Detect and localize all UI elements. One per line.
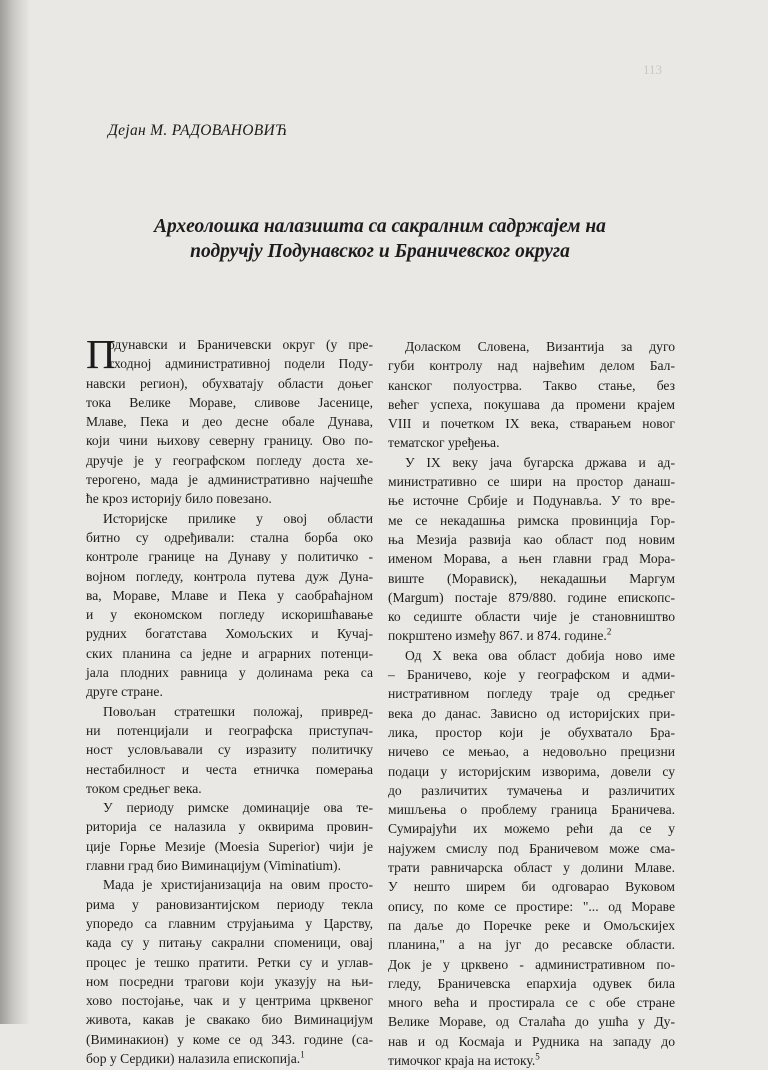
text-line bbox=[388, 762, 675, 781]
text-line-content: рудних богатстава Хомољских и Кучај- bbox=[86, 626, 373, 642]
text-line bbox=[388, 993, 675, 1012]
footnote-marker: 5 bbox=[535, 1051, 540, 1062]
text-line-content: VIII и почетком IX века, стварањем новог bbox=[388, 416, 675, 432]
text-line-content: па даље до Поречке реке и Омољскијех bbox=[388, 917, 675, 933]
text-line bbox=[86, 779, 373, 798]
text-line-content: подаци у историјским изворима, довели су bbox=[388, 763, 675, 779]
text-line bbox=[86, 586, 373, 605]
text-line-content: одунавски и Браничевски округ (у пре- bbox=[108, 337, 373, 352]
text-line bbox=[86, 1010, 373, 1029]
text-line-content: живота, какав је свакако био Виминацијум bbox=[86, 1012, 373, 1028]
text-line bbox=[86, 605, 373, 624]
text-line-content: тимочког краја на истоку. bbox=[388, 1052, 536, 1068]
text-line-content: (Виминакион) у коме се од 343. године (са- bbox=[86, 1031, 373, 1047]
text-line bbox=[86, 644, 373, 663]
text-line bbox=[388, 414, 675, 433]
text-line bbox=[388, 781, 675, 800]
text-line bbox=[86, 470, 373, 489]
text-line bbox=[86, 817, 373, 836]
text-line bbox=[388, 569, 675, 588]
text-line bbox=[86, 740, 373, 759]
text-line bbox=[388, 916, 675, 935]
text-line-content: до различитих тумачења и различитих bbox=[388, 782, 675, 798]
text-line bbox=[86, 393, 373, 412]
text-line bbox=[388, 955, 675, 974]
text-line bbox=[86, 972, 373, 991]
text-line-content: рима у рановизантијском периоду текла bbox=[86, 896, 373, 912]
right-column bbox=[388, 337, 675, 1070]
text-line-content: века до данас. Зависно од историјских при- bbox=[388, 705, 675, 721]
text-line bbox=[86, 1030, 373, 1049]
text-line bbox=[388, 607, 675, 626]
text-line bbox=[86, 798, 373, 817]
text-line-content: ни потенцијали и географска приступач- bbox=[86, 722, 373, 738]
text-line-content: Од X века ова област добија ново име bbox=[405, 647, 675, 663]
text-line bbox=[388, 588, 675, 607]
text-line bbox=[86, 374, 373, 393]
text-line bbox=[86, 682, 373, 701]
left-column bbox=[86, 331, 373, 1068]
text-line bbox=[86, 933, 373, 952]
text-line bbox=[86, 702, 373, 721]
text-line-content: виште (Морависк), некадашњи Маргум bbox=[388, 570, 675, 586]
author-name: Дејан М. РАДОВАНОВИЋ bbox=[108, 122, 288, 139]
right-column-text bbox=[388, 337, 675, 1070]
text-line-content: риторија се налазила у оквирима провин- bbox=[86, 819, 373, 835]
text-line-content: већег успеха, покушава да промени крајем bbox=[388, 396, 675, 412]
text-line bbox=[388, 549, 675, 568]
text-line-content: губи контролу над највећим делом Бал- bbox=[388, 358, 675, 374]
text-line-content: гледу, Браничевска епархија одувек била bbox=[388, 975, 675, 991]
text-line-content: ских планина са једне и аграрних потенци- bbox=[86, 645, 373, 661]
text-line-content: нав и од Космаја и Рудника на западу до bbox=[388, 1033, 675, 1049]
text-line bbox=[86, 354, 373, 373]
text-line bbox=[388, 646, 675, 665]
text-line-content: друге стране. bbox=[86, 684, 163, 700]
text-line bbox=[86, 663, 373, 682]
text-line-content: У периоду римске доминације ова те- bbox=[103, 800, 373, 816]
text-line-content: војном погледу, контрола путева дуж Дуна- bbox=[86, 568, 373, 584]
text-line-content: навски регион), обухватају области доњег bbox=[86, 375, 373, 391]
text-line bbox=[86, 953, 373, 972]
text-line bbox=[388, 684, 675, 703]
left-column-text bbox=[86, 331, 373, 1068]
text-line bbox=[388, 530, 675, 549]
text-line bbox=[86, 412, 373, 431]
text-line-content: именом Морава, а њен главни град Мора- bbox=[388, 551, 675, 567]
text-line bbox=[86, 875, 373, 894]
text-line bbox=[388, 723, 675, 742]
text-line-content: Сумирајући их можемо рећи да се у bbox=[388, 821, 675, 837]
text-line-content: ме се некадашња римска провинција Гор- bbox=[388, 512, 675, 528]
text-line-content: тематског уређења. bbox=[388, 435, 500, 451]
text-line bbox=[388, 935, 675, 954]
text-line bbox=[86, 624, 373, 643]
text-line-content: ност условљавали су изразиту политичку bbox=[86, 742, 373, 758]
text-line-content: Историјске прилике у овој области bbox=[103, 510, 373, 526]
text-line bbox=[86, 547, 373, 566]
text-line-content: дручје је у географском погледу доста хе- bbox=[86, 452, 373, 468]
text-line-content: терогено, мада је административно најчешће bbox=[86, 472, 373, 488]
text-line-content: много већа и простирала се с обе стране bbox=[388, 995, 675, 1011]
footnote-marker: 2 bbox=[606, 626, 612, 637]
text-line-content: када су у питању сакрални споменици, овај bbox=[86, 935, 373, 951]
text-line-content: министративно се шири на простор данаш- bbox=[388, 474, 675, 490]
text-line-content: канског полуострва. Такво стање, без bbox=[388, 377, 675, 393]
text-line bbox=[388, 974, 675, 993]
text-line-content: нестабилност и честа етничка померања bbox=[86, 761, 373, 777]
text-line bbox=[86, 721, 373, 740]
text-line bbox=[86, 856, 373, 875]
text-line bbox=[86, 1049, 373, 1068]
text-line bbox=[388, 858, 675, 877]
text-line bbox=[388, 819, 675, 838]
text-line bbox=[86, 335, 373, 354]
text-line-content: ном посредни трагови који указују на њи- bbox=[86, 973, 373, 989]
title-line-1: Археолошка налазишта са сакралним садржајем на bbox=[154, 216, 606, 237]
text-line-content: опису, по коме се простире: "... од Мораве bbox=[388, 898, 675, 914]
text-line bbox=[86, 895, 373, 914]
text-line-content: ције Горње Мезије (Moesia Superior) чији је bbox=[86, 838, 373, 854]
text-line-content: Док је у црквено - административном по- bbox=[388, 956, 675, 972]
text-line bbox=[86, 489, 373, 508]
text-line-content: хово постојање, чак и у центрима црквеног bbox=[86, 993, 373, 1009]
text-line-content: покрштено између 867. и 874. године. bbox=[388, 628, 607, 644]
text-line bbox=[86, 760, 373, 779]
title-line-2: подручју Подунавског и Браничевског округа bbox=[190, 241, 570, 262]
text-line-content: Доласком Словена, Византија за дуго bbox=[405, 339, 675, 354]
article-title bbox=[80, 214, 680, 264]
text-line bbox=[388, 395, 675, 414]
text-line-content: (Margum) постаје 879/880. године епископс- bbox=[388, 589, 675, 605]
text-line-content: – Браничево, које у географском и адми- bbox=[388, 667, 675, 683]
text-line-content: Млаве, Пека и део десне обале Дунава, bbox=[86, 414, 373, 430]
text-line bbox=[86, 991, 373, 1010]
text-line bbox=[388, 897, 675, 916]
text-line bbox=[388, 800, 675, 819]
text-line bbox=[388, 1012, 675, 1031]
text-line bbox=[86, 837, 373, 856]
text-line-content: и у економском погледу искоришћавање bbox=[86, 607, 373, 623]
text-line bbox=[388, 742, 675, 761]
text-line bbox=[388, 356, 675, 375]
text-line bbox=[86, 567, 373, 586]
text-line-content: процес је тешко пратити. Ретки су и углав- bbox=[86, 954, 373, 970]
text-line-content: нистративном погледу траје од средњег bbox=[388, 686, 675, 702]
text-line bbox=[86, 451, 373, 470]
text-line bbox=[388, 376, 675, 395]
text-line bbox=[388, 626, 675, 645]
text-line bbox=[388, 433, 675, 452]
text-line-content: ничево се мењао, а недовољно прецизни bbox=[388, 744, 675, 760]
text-line-content: контроле границе на Дунаву у политичко - bbox=[86, 549, 373, 565]
text-line bbox=[86, 431, 373, 450]
text-line-content: ће кроз историју било повезано. bbox=[86, 491, 272, 507]
text-line bbox=[388, 877, 675, 896]
text-line bbox=[388, 1051, 675, 1070]
text-line-content: упоредо са главним струјањима у Царству, bbox=[86, 915, 373, 931]
text-line-content: битно су одређивали: стална борба око bbox=[86, 529, 373, 545]
text-line-content: ња Мезија развија као област под новим bbox=[388, 531, 675, 547]
text-line-content: лика, простор који је обухватало Бра- bbox=[388, 724, 675, 740]
text-line-content: главни град био Виминацијум (Viminatium). bbox=[86, 858, 341, 874]
text-line bbox=[388, 453, 675, 472]
text-line bbox=[388, 337, 675, 356]
footnote-marker: 1 bbox=[300, 1049, 305, 1060]
text-line-content: ко седиште области чије је становништво bbox=[388, 609, 675, 625]
text-line bbox=[388, 839, 675, 858]
page-number: 113 bbox=[643, 62, 663, 77]
text-line-content: У нешто ширем би одговарао Вуковом bbox=[388, 879, 675, 895]
text-line bbox=[388, 472, 675, 491]
text-line-content: мишљења о проблему граница Браничева. bbox=[388, 802, 675, 818]
text-line-content: трати равничарска област у долини Млаве. bbox=[388, 860, 675, 876]
text-line-content: Велике Мораве, од Сталаћа до ушћа у Ду- bbox=[388, 1014, 675, 1030]
text-line-content: ва, Мораве, Млаве и Пека у саобраћајном bbox=[86, 587, 373, 603]
text-line bbox=[388, 665, 675, 684]
text-line-content: тока Велике Мораве, сливове Јасенице, bbox=[86, 394, 373, 410]
text-line bbox=[86, 509, 373, 528]
text-line bbox=[86, 914, 373, 933]
text-line bbox=[388, 704, 675, 723]
text-line-content: најужем смислу под Браничевом може сма- bbox=[388, 840, 675, 856]
text-line bbox=[388, 511, 675, 530]
text-line bbox=[86, 528, 373, 547]
text-line-content: ње источне Србије и Подунавља. У то вре- bbox=[388, 493, 675, 509]
text-line-content: планина," а на југ до ресавске области. bbox=[388, 937, 675, 953]
text-line-content: који чини њихову северну границу. Ово по- bbox=[86, 433, 373, 449]
text-line bbox=[388, 1032, 675, 1051]
text-line-content: Повољан стратешки положај, привред- bbox=[103, 703, 373, 719]
text-line-content: током средњег века. bbox=[86, 780, 202, 796]
text-line-content: јала плодних равница у долинама река са bbox=[86, 665, 373, 681]
text-line-content: У IX веку јача бугарска држава и ад- bbox=[405, 454, 675, 470]
drop-cap: П bbox=[86, 331, 116, 377]
text-line-content: бор у Сердики) налазила епископија. bbox=[86, 1050, 301, 1066]
scan-binding-shadow bbox=[0, 0, 30, 1024]
text-line-content: тходној административној подели Поду- bbox=[108, 356, 373, 372]
text-line bbox=[388, 491, 675, 510]
text-line-content: Мада је христијанизација на овим просто- bbox=[103, 877, 373, 893]
